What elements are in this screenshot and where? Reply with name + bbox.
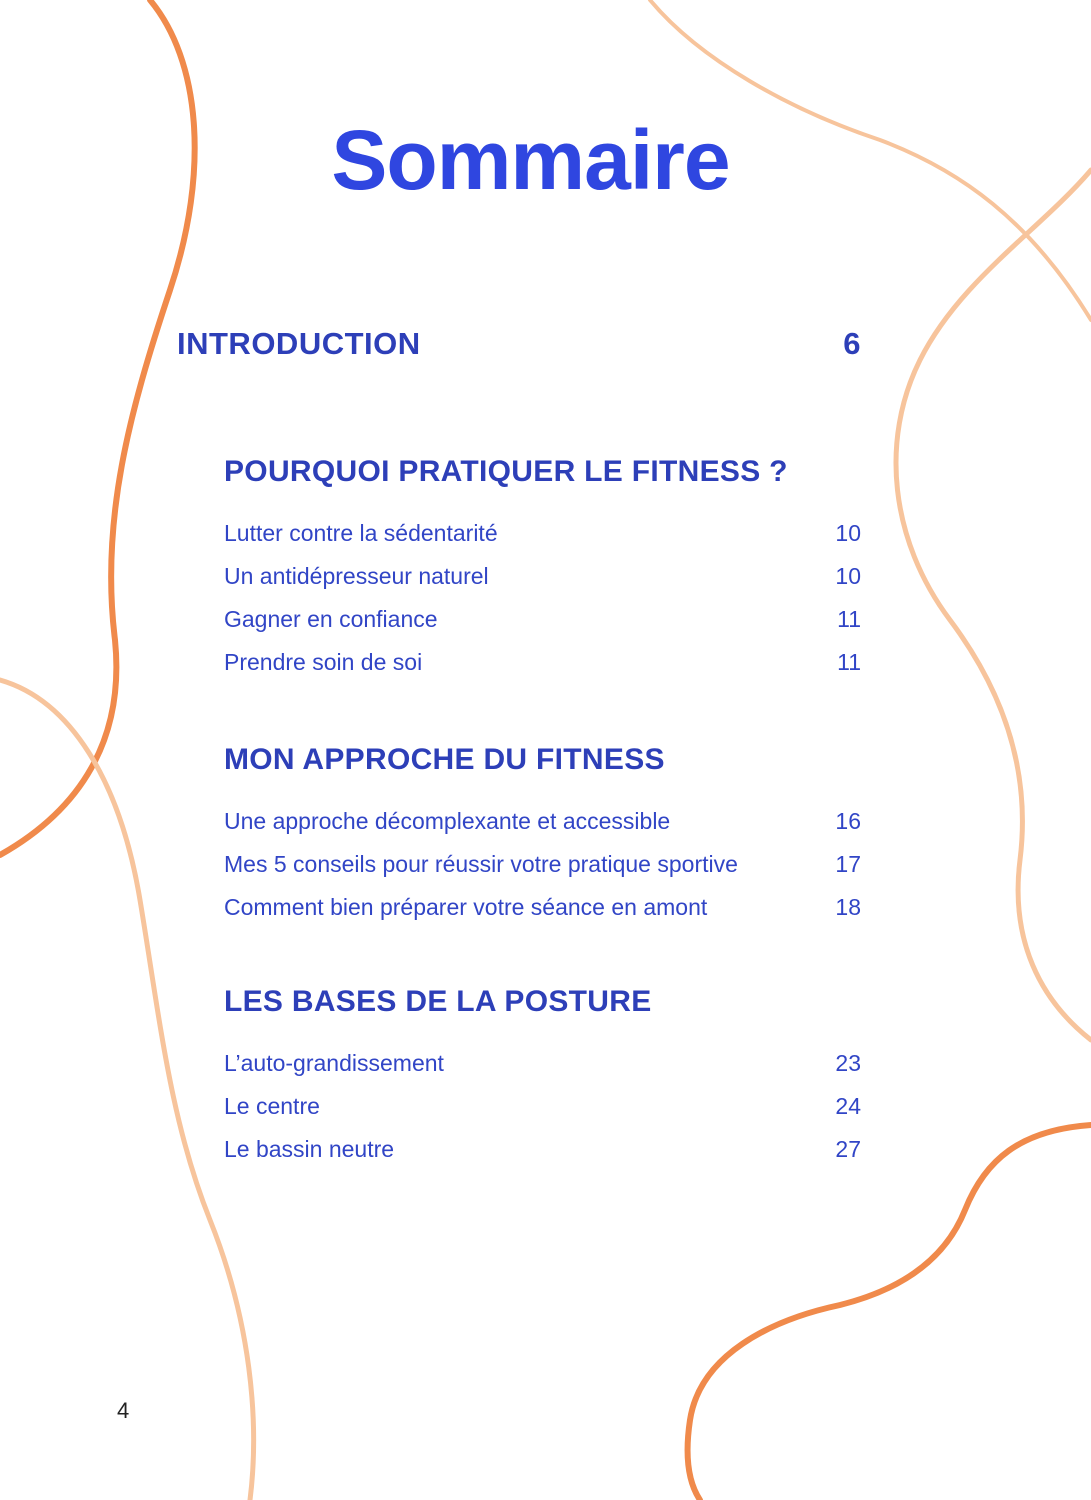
entry-page: 17 <box>835 851 861 877</box>
entry-page: 11 <box>837 649 861 675</box>
intro-label: INTRODUCTION <box>177 326 421 361</box>
entry-page: 10 <box>835 563 861 589</box>
page-title <box>0 112 1091 209</box>
toc-entry[interactable] <box>224 891 861 934</box>
toc-entry[interactable] <box>224 848 861 891</box>
toc-entry[interactable] <box>224 1133 861 1176</box>
section-heading[interactable]: LES BASES DE LA POSTURE <box>224 985 652 1018</box>
page-number: 4 <box>117 1398 130 1423</box>
orange-curve-bottom-right <box>688 1125 1091 1500</box>
toc-section-bases-posture <box>224 982 861 1176</box>
entry-page: 27 <box>835 1136 861 1162</box>
entry-label: Comment bien préparer votre séance en amont <box>224 894 708 920</box>
entry-page: 16 <box>835 808 861 834</box>
entry-page: 11 <box>837 606 861 632</box>
toc-entry[interactable] <box>224 805 861 848</box>
title-text: Sommaire <box>331 113 730 207</box>
entry-label: Le centre <box>224 1093 320 1119</box>
entry-page: 10 <box>835 520 861 546</box>
peach-curve-right <box>896 170 1091 1040</box>
entry-page: 23 <box>835 1050 861 1076</box>
entry-label: Le bassin neutre <box>224 1136 395 1162</box>
entry-label: Lutter contre la sédentarité <box>224 520 498 546</box>
entry-label: Mes 5 conseils pour réussir votre pratique sportive <box>224 851 738 877</box>
intro-page: 6 <box>843 326 861 361</box>
section-heading[interactable]: POURQUOI PRATIQUER LE FITNESS ? <box>224 455 788 488</box>
entry-label: Prendre soin de soi <box>224 649 423 675</box>
toc-section-pourquoi-pratiquer <box>224 452 861 689</box>
toc-section-mon-approche <box>224 740 861 934</box>
toc-entry[interactable] <box>224 560 861 603</box>
toc-entry-introduction[interactable] <box>177 326 861 362</box>
toc-entry[interactable] <box>224 1090 861 1133</box>
section-heading[interactable]: MON APPROCHE DU FITNESS <box>224 743 665 776</box>
toc-entry[interactable] <box>224 1047 861 1090</box>
entry-page: 24 <box>835 1093 861 1119</box>
entry-label: Une approche décomplexante et accessible <box>224 808 671 834</box>
entry-label: L’auto-grandissement <box>224 1050 444 1076</box>
toc-entry[interactable] <box>224 517 861 560</box>
toc-entry[interactable] <box>224 646 861 689</box>
entry-label: Gagner en confiance <box>224 606 438 632</box>
entry-label: Un antidépresseur naturel <box>224 563 489 589</box>
peach-curve-left <box>0 680 254 1500</box>
entry-page: 18 <box>835 894 861 920</box>
toc-entry[interactable] <box>224 603 861 646</box>
